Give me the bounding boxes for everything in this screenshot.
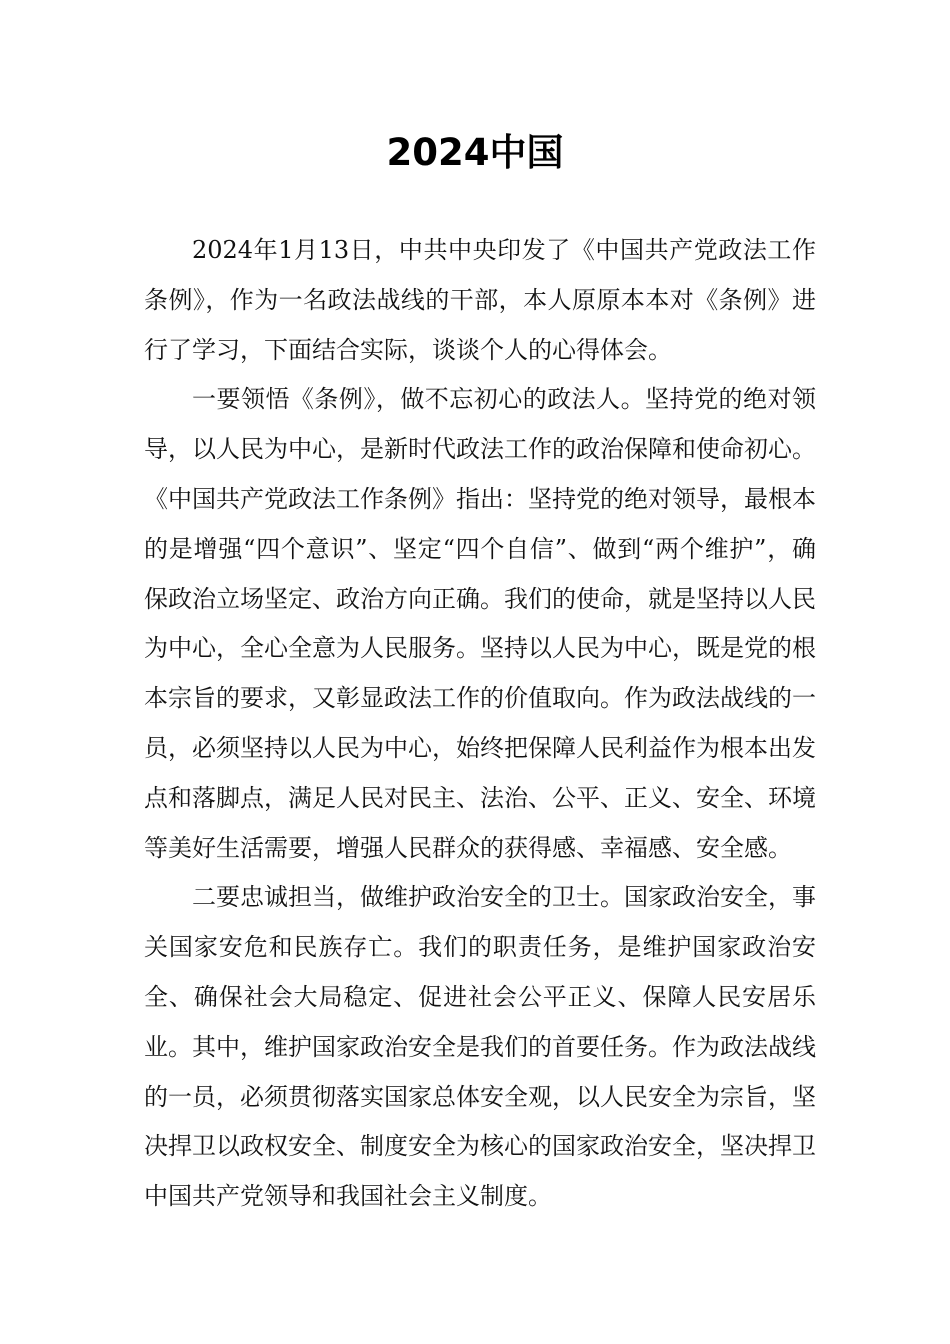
- document-body: [144, 226, 816, 1222]
- paragraph-point-two: 二要忠诚担当，做维护政治安全的卫士。国家政治安全，事关国家安危和民族存亡。我们的职责任务，是维护国家政治安全、确保社会大局稳定、促进社会公平正义、保障人民安居乐业。其中，维护国家政治安全是我们的首要任务。作为政法战线的一员，必须贯彻落实国家总体安全观，以人民安全为宗旨，坚决捍卫以政权安全、制度安全为核心的国家政治安全，坚决捍卫中国共产党领导和我国社会主义制度。: [144, 883, 816, 1211]
- paragraph-intro: 2024年1月13日，中共中央印发了《中国共产党政法工作条例》，作为一名政法战线的干部，本人原原本本对《条例》进行了学习，下面结合实际，谈谈个人的心得体会。: [144, 236, 816, 364]
- document-title: 2024中国: [386, 131, 564, 174]
- paragraph-point-one: 一要领悟《条例》，做不忘初心的政法人。坚持党的绝对领导，以人民为中心，是新时代政法工作的政治保障和使命初心。《中国共产党政法工作条例》指出：坚持党的绝对领导，最根本的是增强“四个意识”、坚定“四个自信”、做到“两个维护”，确保政治立场坚定、政治方向正确。我们的使命，就是坚持以人民为中心，全心全意为人民服务。坚持以人民为中心，既是党的根本宗旨的要求，又彰显政法工作的价值取向。作为政法战线的一员，必须坚持以人民为中心，始终把保障人民利益作为根本出发点和落脚点，满足人民对民主、法治、公平、正义、安全、环境等美好生活需要，增强人民群众的获得感、幸福感、安全感。: [144, 385, 816, 862]
